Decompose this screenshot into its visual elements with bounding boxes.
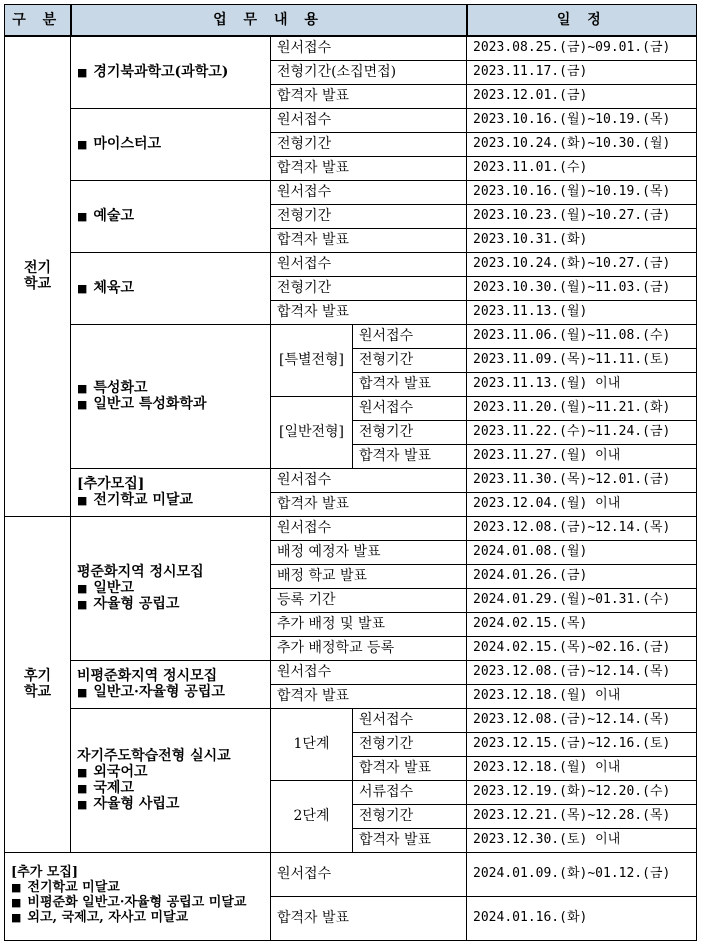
table-row [5,180,697,204]
date-cell: 2023.11.01.(수) [467,156,697,180]
group-meister-name: ■ 마이스터고 [77,136,161,152]
group-equalized-line2: ■ 일반고 [77,580,264,596]
group-final-additional-line3: ■ 비평준화 일반고·자율형 공립고 미달교 [11,896,264,911]
item-cell: 원서접수 [271,36,467,60]
item-cell: 원서접수 [353,324,467,348]
category-early-line2: 학교 [23,276,52,293]
date-cell: 2023.10.24.(화)~10.30.(월) [467,132,697,156]
item-cell: 서류접수 [353,780,467,804]
item-cell: 합격자 발표 [271,684,467,708]
group-meister [71,108,271,180]
item-cell: 전형기간 [271,132,467,156]
item-cell: 합격자 발표 [271,492,467,516]
item-cell: 합격자 발표 [271,896,467,940]
date-cell: 2023.11.06.(월)~11.08.(수) [467,324,697,348]
item-cell: 추가 배정학교 등록 [271,636,467,660]
item-cell: 합격자 발표 [271,156,467,180]
date-cell: 2023.11.13.(월) 이내 [467,372,697,396]
item-cell: 합격자 발표 [271,300,467,324]
item-cell: 등록 기간 [271,588,467,612]
date-cell: 2023.11.13.(월) [467,300,697,324]
table-row [5,252,697,276]
category-late-line1: 후기 [23,667,52,684]
item-cell: 전형기간 [271,276,467,300]
group-self-directed-line4: ■ 자율형 사립고 [77,796,264,812]
table-row [5,108,697,132]
group-early-additional-line1: [추가모집] [77,475,145,492]
group-self-directed-line3: ■ 국제고 [77,780,264,796]
date-cell: 2023.12.18.(월) 이내 [467,684,697,708]
item-cell: 전형기간 [353,348,467,372]
date-cell: 2024.02.15.(목)~02.16.(금) [467,636,697,660]
date-cell: 2024.01.29.(월)~01.31.(수) [467,588,697,612]
table-row [5,36,697,60]
group-arts [71,180,271,252]
item-cell: 합격자 발표 [271,228,467,252]
table-row [5,324,697,348]
date-cell: 2023.12.08.(금)~12.14.(목) [467,708,697,732]
group-equalized-line3: ■ 자율형 공립고 [77,596,264,612]
item-cell: 합격자 발표 [353,828,467,852]
date-cell: 2023.10.16.(월)~10.19.(목) [467,180,697,204]
date-cell: 2024.01.16.(화) [467,896,697,940]
item-cell: 전형기간 [353,732,467,756]
group-equalized-line1: 평준화지역 정시모집 [77,563,204,580]
item-cell: 원서접수 [271,180,467,204]
table-row [5,468,697,492]
date-cell: 2023.10.31.(화) [467,228,697,252]
admission-schedule-table [4,4,697,941]
date-cell: 2023.12.19.(화)~12.20.(수) [467,780,697,804]
group-equalized [71,516,271,660]
item-cell: 배정 예정자 발표 [271,540,467,564]
category-late [5,516,71,852]
date-cell: 2023.12.18.(월) 이내 [467,756,697,780]
item-cell: 원서접수 [271,468,467,492]
group-self-directed-line1: 자기주도학습전형 실시교 [77,747,231,764]
date-cell: 2023.12.04.(월) 이내 [467,492,697,516]
category-early-line1: 전기 [23,260,52,277]
date-cell: 2023.11.30.(목)~12.01.(금) [467,468,697,492]
date-cell: 2023.12.08.(금)~12.14.(목) [467,660,697,684]
group-final-additional-line4: ■ 외고, 국제고, 자사고 미달교 [11,911,264,926]
item-cell: 전형기간 [271,204,467,228]
header-schedule: 일 정 [467,5,697,37]
group-self-directed-line2: ■ 외국어고 [77,764,264,780]
item-cell: 합격자 발표 [353,444,467,468]
group-vocational-name1: ■ 특성화고 [77,380,264,396]
item-cell: 합격자 발표 [271,84,467,108]
group-vocational [71,324,271,468]
date-cell: 2024.01.09.(화)~01.12.(금) [467,852,697,896]
date-cell: 2024.01.26.(금) [467,564,697,588]
item-cell: 원서접수 [271,516,467,540]
stage2-label: 2단계 [271,780,353,852]
date-cell: 2023.10.30.(월)~11.03.(금) [467,276,697,300]
header-row [5,5,697,37]
group-non-equalized-line2: ■ 일반고·자율형 공립고 [77,684,264,700]
date-cell: 2023.11.09.(목)~11.11.(토) [467,348,697,372]
item-cell: 원서접수 [271,852,467,896]
group-vocational-name2: ■ 일반고 특성화학과 [77,396,264,412]
group-self-directed [71,708,271,852]
date-cell: 2024.02.15.(목) [467,612,697,636]
group-sports-name: ■ 체육고 [77,280,134,296]
group-non-equalized [71,660,271,708]
table-row [5,660,697,684]
item-cell: 합격자 발표 [353,756,467,780]
category-late-line2: 학교 [23,684,52,700]
item-cell: 원서접수 [271,252,467,276]
category-early [5,36,71,516]
item-cell: 원서접수 [271,108,467,132]
group-science-name: ■ 경기북과학고(과학고) [77,64,228,80]
table-row [5,516,697,540]
item-cell: 전형기간 [353,420,467,444]
date-cell: 2023.11.17.(금) [467,60,697,84]
date-cell: 2024.01.08.(월) [467,540,697,564]
item-cell: 합격자 발표 [353,372,467,396]
date-cell: 2023.10.23.(월)~10.27.(금) [467,204,697,228]
date-cell: 2023.11.20.(월)~11.21.(화) [467,396,697,420]
group-early-additional-line2: ■ 전기학교 미달교 [77,492,264,508]
date-cell: 2023.12.30.(토) 이내 [467,828,697,852]
header-category: 구 분 [5,5,71,37]
item-cell: 원서접수 [353,708,467,732]
date-cell: 2023.12.01.(금) [467,84,697,108]
header-task: 업 무 내 용 [71,5,467,37]
date-cell: 2023.11.27.(월) 이내 [467,444,697,468]
date-cell: 2023.10.16.(월)~10.19.(목) [467,108,697,132]
group-final-additional [5,852,271,940]
track-general-label: [일반전형] [271,396,353,468]
group-final-additional-line2: ■ 전기학교 미달교 [11,881,264,896]
date-cell: 2023.11.22.(수)~11.24.(금) [467,420,697,444]
date-cell: 2023.12.15.(금)~12.16.(토) [467,732,697,756]
item-cell: 전형기간 [353,804,467,828]
group-arts-name: ■ 예술고 [77,208,134,224]
date-cell: 2023.08.25.(금)~09.01.(금) [467,36,697,60]
stage1-label: 1단계 [271,708,353,780]
item-cell: 배정 학교 발표 [271,564,467,588]
group-final-additional-line1: [추가 모집] [11,865,79,881]
group-sports [71,252,271,324]
item-cell: 전형기간(소집면접) [271,60,467,84]
group-early-additional [71,468,271,516]
track-special-label: [특별전형] [271,324,353,396]
date-cell: 2023.10.24.(화)~10.27.(금) [467,252,697,276]
group-non-equalized-line1: 비평준화지역 정시모집 [77,667,218,684]
table-row [5,708,697,732]
group-science-high [71,36,271,108]
date-cell: 2023.12.08.(금)~12.14.(목) [467,516,697,540]
item-cell: 원서접수 [271,660,467,684]
table-row [5,852,697,896]
date-cell: 2023.12.21.(목)~12.28.(목) [467,804,697,828]
item-cell: 추가 배정 및 발표 [271,612,467,636]
item-cell: 원서접수 [353,396,467,420]
